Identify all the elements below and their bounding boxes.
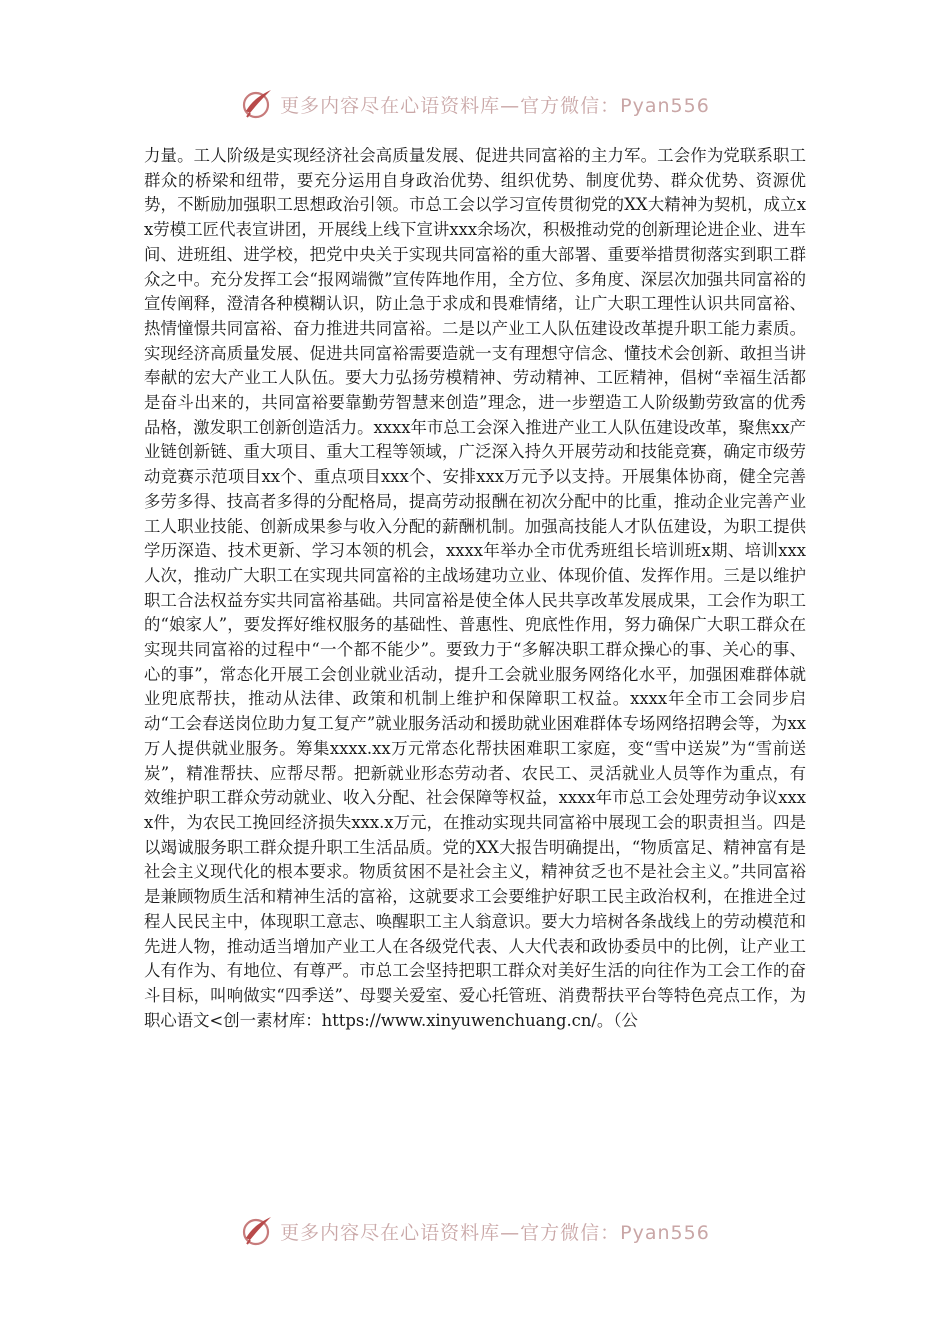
footer-watermark <box>0 1211 950 1251</box>
document-body <box>144 144 806 1033</box>
header-watermark <box>0 84 950 124</box>
pen-circle-logo-icon <box>240 1214 274 1248</box>
pen-circle-logo-icon <box>240 87 274 121</box>
watermark-text: 更多内容尽在心语资料库—官方微信：Pyan556 <box>280 94 710 117</box>
watermark-text: 更多内容尽在心语资料库—官方微信：Pyan556 <box>280 1221 710 1244</box>
body-paragraph: 力量。工人阶级是实现经济社会高质量发展、促进共同富裕的主力军。工会作为党联系职工群众的桥梁和纽带，要充分运用自身政治优势、组织优势、制度优势、群众优势、资源优势，不断励加强职工思想政治引领。市总工会以学习宣传贯彻党的XX大精神为契机，成立xx劳模工匠代表宣讲团，开展线上线下宣讲xxx余场次，积极推动党的创新理论进企业、进车间、进班组、进学校，把党中央关于实现共同富裕的重大部署、重要举措贯彻落实到职工群众之中。充分发挥工会“报网端微”宣传阵地作用，全方位、多角度、深层次加强共同富裕的宣传阐释，澄清各种模糊认识，防止急于求成和畏难情绪，让广大职工理性认识共同富裕、热情憧憬共同富裕、奋力推进共同富裕。二是以产业工人队伍建设改革提升职工能力素质。实现经济高质量发展、促进共同富裕需要造就一支有理想守信念、懂技术会创新、敢担当讲奉献的宏大产业工人队伍。要大力弘扬劳模精神、劳动精神、工匠精神，倡树“幸福生活都是奋斗出来的，共同富裕要靠勤劳智慧来创造”理念，进一步塑造工人阶级勤劳致富的优秀品格，激发职工创新创造活力。xxxx年市总工会深入推进产业工人队伍建设改革，聚焦xx产业链创新链、重大项目、重大工程等领域，广泛深入持久开展劳动和技能竞赛，确定市级劳动竞赛示范项目xx个、重点项目xxx个、安排xxx万元予以支持。开展集体协商，健全完善多劳多得、技高者多得的分配格局，提高劳动报酬在初次分配中的比重，推动企业完善产业工人职业技能、创新成果参与收入分配的薪酬机制。加强高技能人才队伍建设，为职工提供学历深造、技术更新、学习本领的机会，xxxx年举办全市优秀班组长培训班x期、培训xxx人次，推动广大职工在实现共同富裕的主战场建功立业、体现价值、发挥作用。三是以维护职工合法权益夯实共同富裕基础。共同富裕是使全体人民共享改革发展成果，工会作为职工的“娘家人”，要发挥好维权服务的基础性、普惠性、兜底性作用，努力确保广大职工群众在实现共同富裕的过程中“一个都不能少”。要致力于“多解决职工群众操心的事、关心的事、心的事”，常态化开展工会创业就业活动，提升工会就业服务网络化水平，加强困难群体就业兜底帮扶，推动从法律、政策和机制上维护和保障职工权益。xxxx年全市工会同步启动“工会春送岗位助力复工复产”就业服务活动和援助就业困难群体专场网络招聘会等，为xx万人提供就业服务。筹集xxxx.xx万元常态化帮扶困难职工家庭，变“雪中送炭”为“雪前送炭”，精准帮扶、应帮尽帮。把新就业形态劳动者、农民工、灵活就业人员等作为重点，有效维护职工群众劳动就业、收入分配、社会保障等权益，xxxx年市总工会处理劳动争议xxxx件，为农民工挽回经济损失xxx.x万元，在推动实现共同富裕中展现工会的职责担当。四是以竭诚服务职工群众提升职工生活品质。党的XX大报告明确提出，“物质富足、精神富有是社会主义现代化的根本要求。物质贫困不是社会主义，精神贫乏也不是社会主义。”共同富裕是兼顾物质生活和精神生活的富裕，这就要求工会要维护好职工民主政治权利，在推进全过程人民民主中，体现职工意志、唤醒职工主人翁意识。要大力培树各条战线上的劳动模范和先进人物，推动适当增加产业工人在各级党代表、人大代表和政协委员中的比例，让产业工人有作为、有地位、有尊严。市总工会坚持把职工群众对美好生活的向往作为工会工作的奋斗目标，叫响做实“四季送”、母婴关爱室、爱心托管班、消费帮扶平台等特色亮点工作，为职心语文<创一素材库：https://www.xinyuwenchuang.cn/。（公 <box>144 146 806 1030</box>
